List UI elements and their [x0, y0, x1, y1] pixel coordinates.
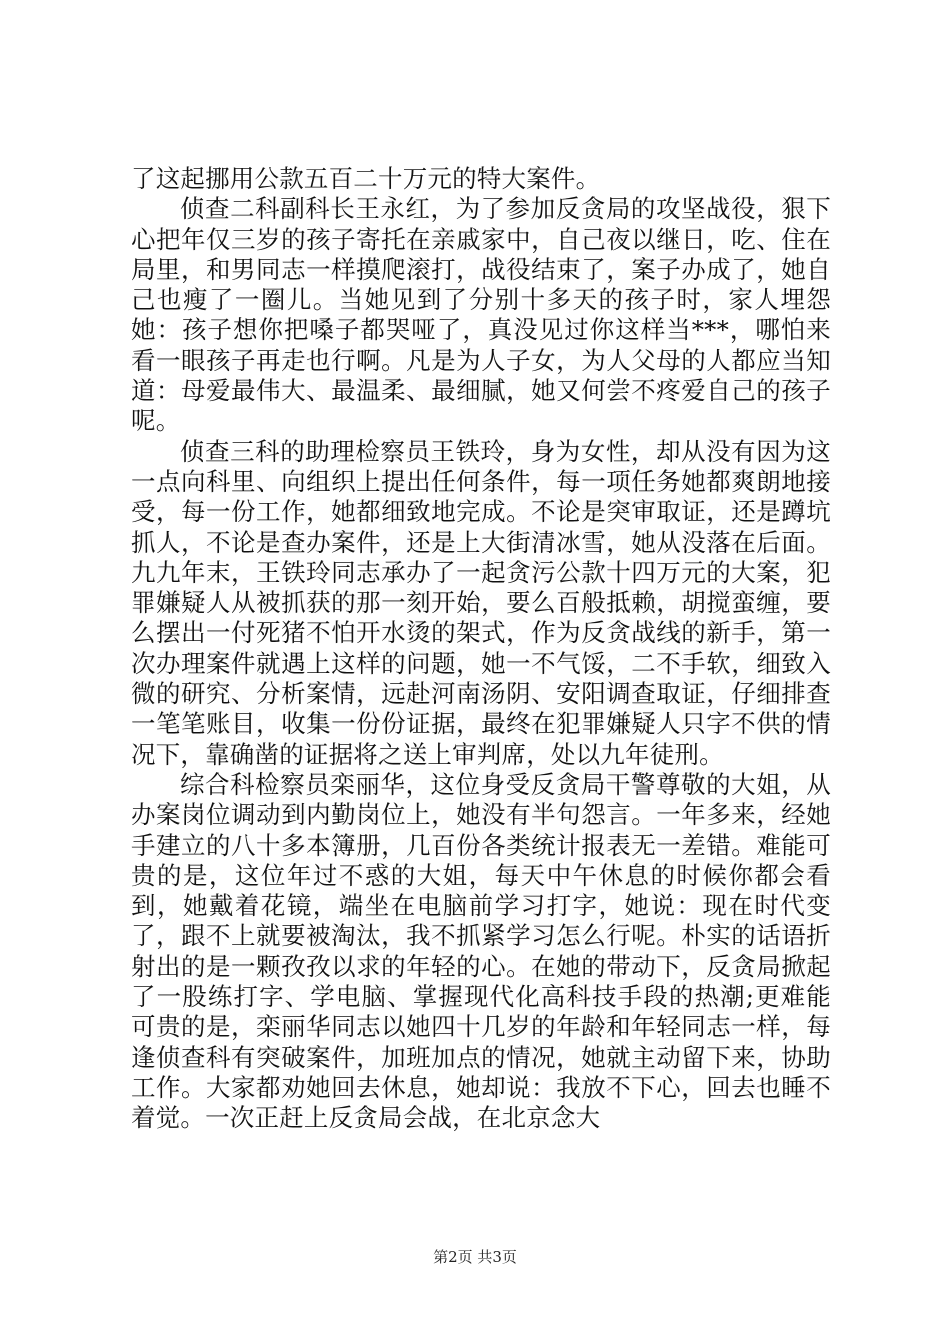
document-body [131, 164, 831, 1134]
page-number-label: 第2页 共3页 [433, 1248, 517, 1266]
paragraph-1: 了这起挪用公款五百二十万元的特大案件。 [131, 164, 601, 193]
page-footer [0, 1246, 950, 1267]
paragraph-2: 侦查二科副科长王永红，为了参加反贪局的攻坚战役，狠下心把年仅三岁的孩子寄托在亲戚家中，自己夜以继日，吃、住在局里，和男同志一样摸爬滚打，战役结束了，案子办成了，她自己也瘦了一圈儿。当她见到了分别十多天的孩子时，家人埋怨她：孩子想你把嗓子都哭哑了，真没见过你这样当***，哪怕来看一眼孩子再走也行啊。凡是为人子女，为人父母的人都应当知道：母爱最伟大、最温柔、最细腻，她又何尝不疼爱自己的孩子呢。 [131, 194, 831, 436]
paragraph-3: 侦查三科的助理检察员王铁玲，身为女性，却从没有因为这一点向科里、向组织上提出任何条件，每一项任务她都爽朗地接受，每一份工作，她都细致地完成。不论是突审取证，还是蹲坑抓人，不论是查办案件，还是上大街清冰雪，她从没落在后面。九九年末，王铁玲同志承办了一起贪污公款十四万元的大案，犯罪嫌疑人从被抓获的那一刻开始，要么百般抵赖，胡搅蛮缠，要么摆出一付死猪不怕开水烫的架式，作为反贪战线的新手，第一次办理案件就遇上这样的问题，她一不气馁，二不手软，细致入微的研究、分析案情，远赴河南汤阴、安阳调查取证，仔细排查一笔笔账目，收集一份份证据，最终在犯罪嫌疑人只字不供的情况下，靠确凿的证据将之送上审判席，处以九年徒刑。 [131, 436, 831, 769]
paragraph-4: 综合科检察员栾丽华，这位身受反贪局干警尊敬的大姐，从办案岗位调动到内勤岗位上，她没有半句怨言。一年多来，经她手建立的八十多本簿册，几百份各类统计报表无一差错。难能可贵的是，这位年过不惑的大姐，每天中午休息的时候你都会看到，她戴着花镜，端坐在电脑前学习打字，她说：现在时代变了，跟不上就要被淘汰，我不抓紧学习怎么行呢。朴实的话语折射出的是一颗孜孜以求的年轻的心。在她的带动下，反贪局掀起了一股练打字、学电脑、掌握现代化高科技手段的热潮;更难能可贵的是，栾丽华同志以她四十几岁的年龄和年轻同志一样，每逢侦查科有突破案件，加班加点的情况，她就主动留下来，协助工作。大家都劝她回去休息，她却说：我放不下心，回去也睡不着觉。一次正赶上反贪局会战，在北京念大 [131, 769, 831, 1133]
